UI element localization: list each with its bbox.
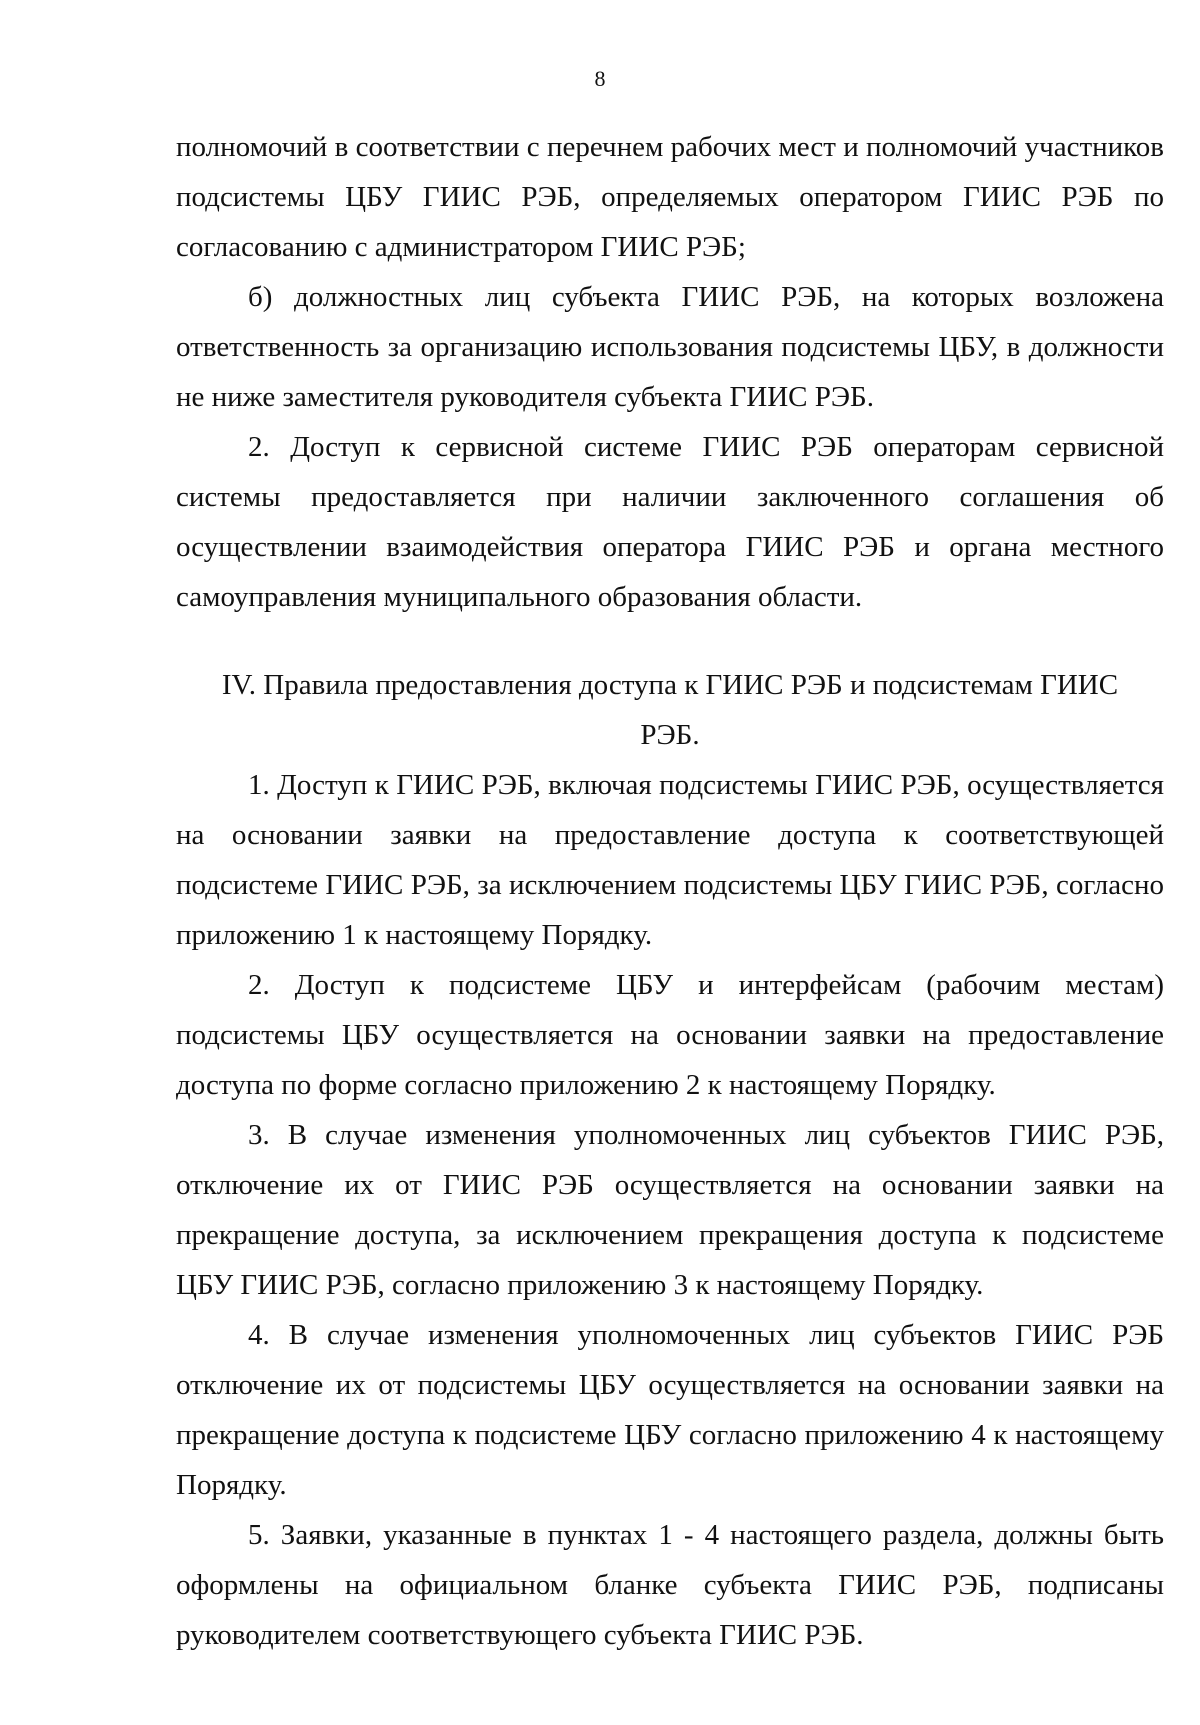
paragraph-item-2-service-system: 2. Доступ к сервисной системе ГИИС РЭБ операторам сервисной системы предоставляется при наличии заключенного соглашения об осуществлении взаимодействия оператора ГИИС РЭБ и органа местного самоуправления муниципального образования области. [176, 431, 1164, 613]
paragraph-item-b: б) должностных лиц субъекта ГИИС РЭБ, на которых возложена ответственность за организацию использования подсистемы ЦБУ, в должности не ниже заместителя руководителя субъекта ГИИС РЭБ. [176, 281, 1164, 413]
section-heading-line-1: IV. Правила предоставления доступа к ГИИС РЭБ и подсистемам ГИИС [221, 669, 1119, 701]
section-heading-iv [176, 660, 1164, 760]
document-body [176, 122, 1164, 1660]
section-heading-line-2: РЭБ. [640, 719, 700, 751]
paragraph-rule-5: 5. Заявки, указанные в пунктах 1 - 4 настоящего раздела, должны быть оформлены на официальном бланке субъекта ГИИС РЭБ, подписаны руководителем соответствующего субъекта ГИИС РЭБ. [176, 1519, 1164, 1651]
paragraph-rule-1: 1. Доступ к ГИИС РЭБ, включая подсистемы ГИИС РЭБ, осуществляется на основании заявки на предоставление доступа к соответствующей подсистеме ГИИС РЭБ, за исключением подсистемы ЦБУ ГИИС РЭБ, согласно приложению 1 к настоящему Порядку. [176, 769, 1164, 951]
paragraph-rule-3: 3. В случае изменения уполномоченных лиц субъектов ГИИС РЭБ, отключение их от ГИИС РЭБ осуществляется на основании заявки на прекращение доступа, за исключением прекращения доступа к подсистеме ЦБУ ГИИС РЭБ, согласно приложению 3 к настоящему Порядку. [176, 1119, 1164, 1301]
paragraph-continuation: полномочий в соответствии с перечнем рабочих мест и полномочий участников подсистемы ЦБУ ГИИС РЭБ, определяемых оператором ГИИС РЭБ по согласованию с администратором ГИИС РЭБ; [176, 131, 1164, 263]
page-number: 8 [594, 66, 606, 91]
paragraph-rule-2: 2. Доступ к подсистеме ЦБУ и интерфейсам (рабочим местам) подсистемы ЦБУ осуществляется на основании заявки на предоставление доступа по форме согласно приложению 2 к настоящему Порядку. [176, 969, 1164, 1101]
paragraph-rule-4: 4. В случае изменения уполномоченных лиц субъектов ГИИС РЭБ отключение их от подсистемы ЦБУ осуществляется на основании заявки на прекращение доступа к подсистеме ЦБУ согласно приложению 4 к настоящему Порядку. [176, 1319, 1164, 1501]
